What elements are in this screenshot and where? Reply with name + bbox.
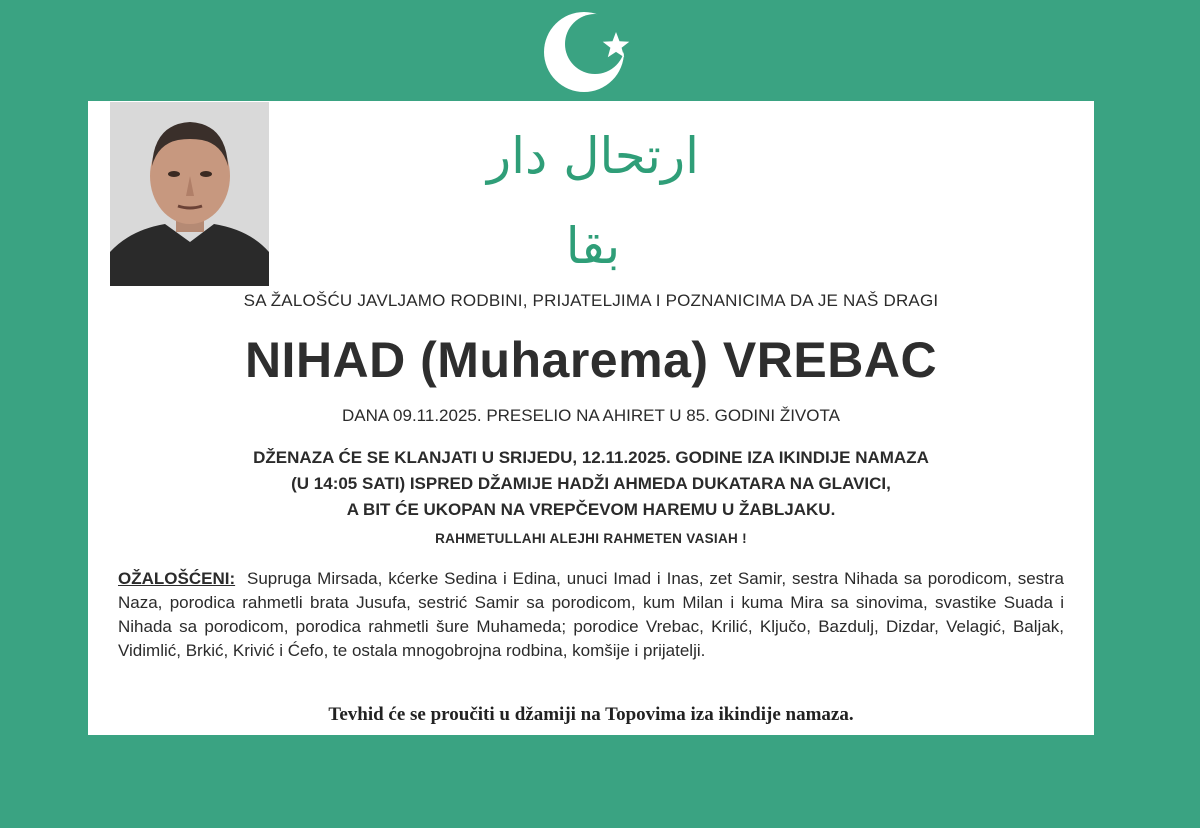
mourners-paragraph xyxy=(118,567,1064,663)
funeral-details xyxy=(88,445,1094,523)
portrait-photo xyxy=(110,102,269,286)
funeral-line: (U 14:05 SATI) ISPRED DŽAMIJE HADŽI AHMEDA DUKATARA NA GLAVICI, xyxy=(291,474,891,493)
funeral-line: DŽENAZA ĆE SE KLANJATI U SRIJEDU, 12.11.2025. GODINE IZA IKINDIJE NAMAZA xyxy=(253,448,929,467)
obituary-card xyxy=(88,101,1094,735)
deceased-name: NIHAD (Muharema) VREBAC xyxy=(244,332,938,388)
mourners-text: Supruga Mirsada, kćerke Sedina i Edina, unuci Imad i Inas, zet Samir, sestra Nihada sa porodicom, sestra Naza, porodica rahmetli brata Jusufa, sestrić Samir sa porodicom, kum Milan i kuma Mira sa sinovima, svastike Suada i Nihada sa porodicom, porodica rahmetli šure Muhameda; porodice Vrebac, Krilić, Ključo, Bazdulj, Dizdar, Velagić, Baljak, Vidimlić, Brkić, Krivić i Ćefo, te ostala mnogobrojna rodbina, komšije i prijatelji. xyxy=(118,569,1064,660)
date-of-death: DANA 09.11.2025. PRESELIO NA AHIRET U 85. GODINI ŽIVOTA xyxy=(342,406,840,425)
arabic-calligraphy: ارتحال دار بقا xyxy=(487,127,699,275)
prayer-line: RAHMETULLAHI ALEJHI RAHMETEN VASIAH ! xyxy=(435,531,747,546)
mourners-label: OŽALOŠĆENI: xyxy=(118,569,236,588)
funeral-line: A BIT ĆE UKOPAN NA VREPČEVOM HAREMU U ŽABLJAKU. xyxy=(346,500,836,519)
intro-text: SA ŽALOŠĆU JAVLJAMO RODBINI, PRIJATELJIMA I POZNANICIMA DA JE NAŠ DRAGI xyxy=(243,291,939,310)
tevhid-notice: Tevhid će se proučiti u džamiji na Topovima iza ikindije namaza. xyxy=(328,704,854,725)
portrait-photo-image xyxy=(110,102,269,286)
crescent-and-star-icon xyxy=(540,6,640,98)
